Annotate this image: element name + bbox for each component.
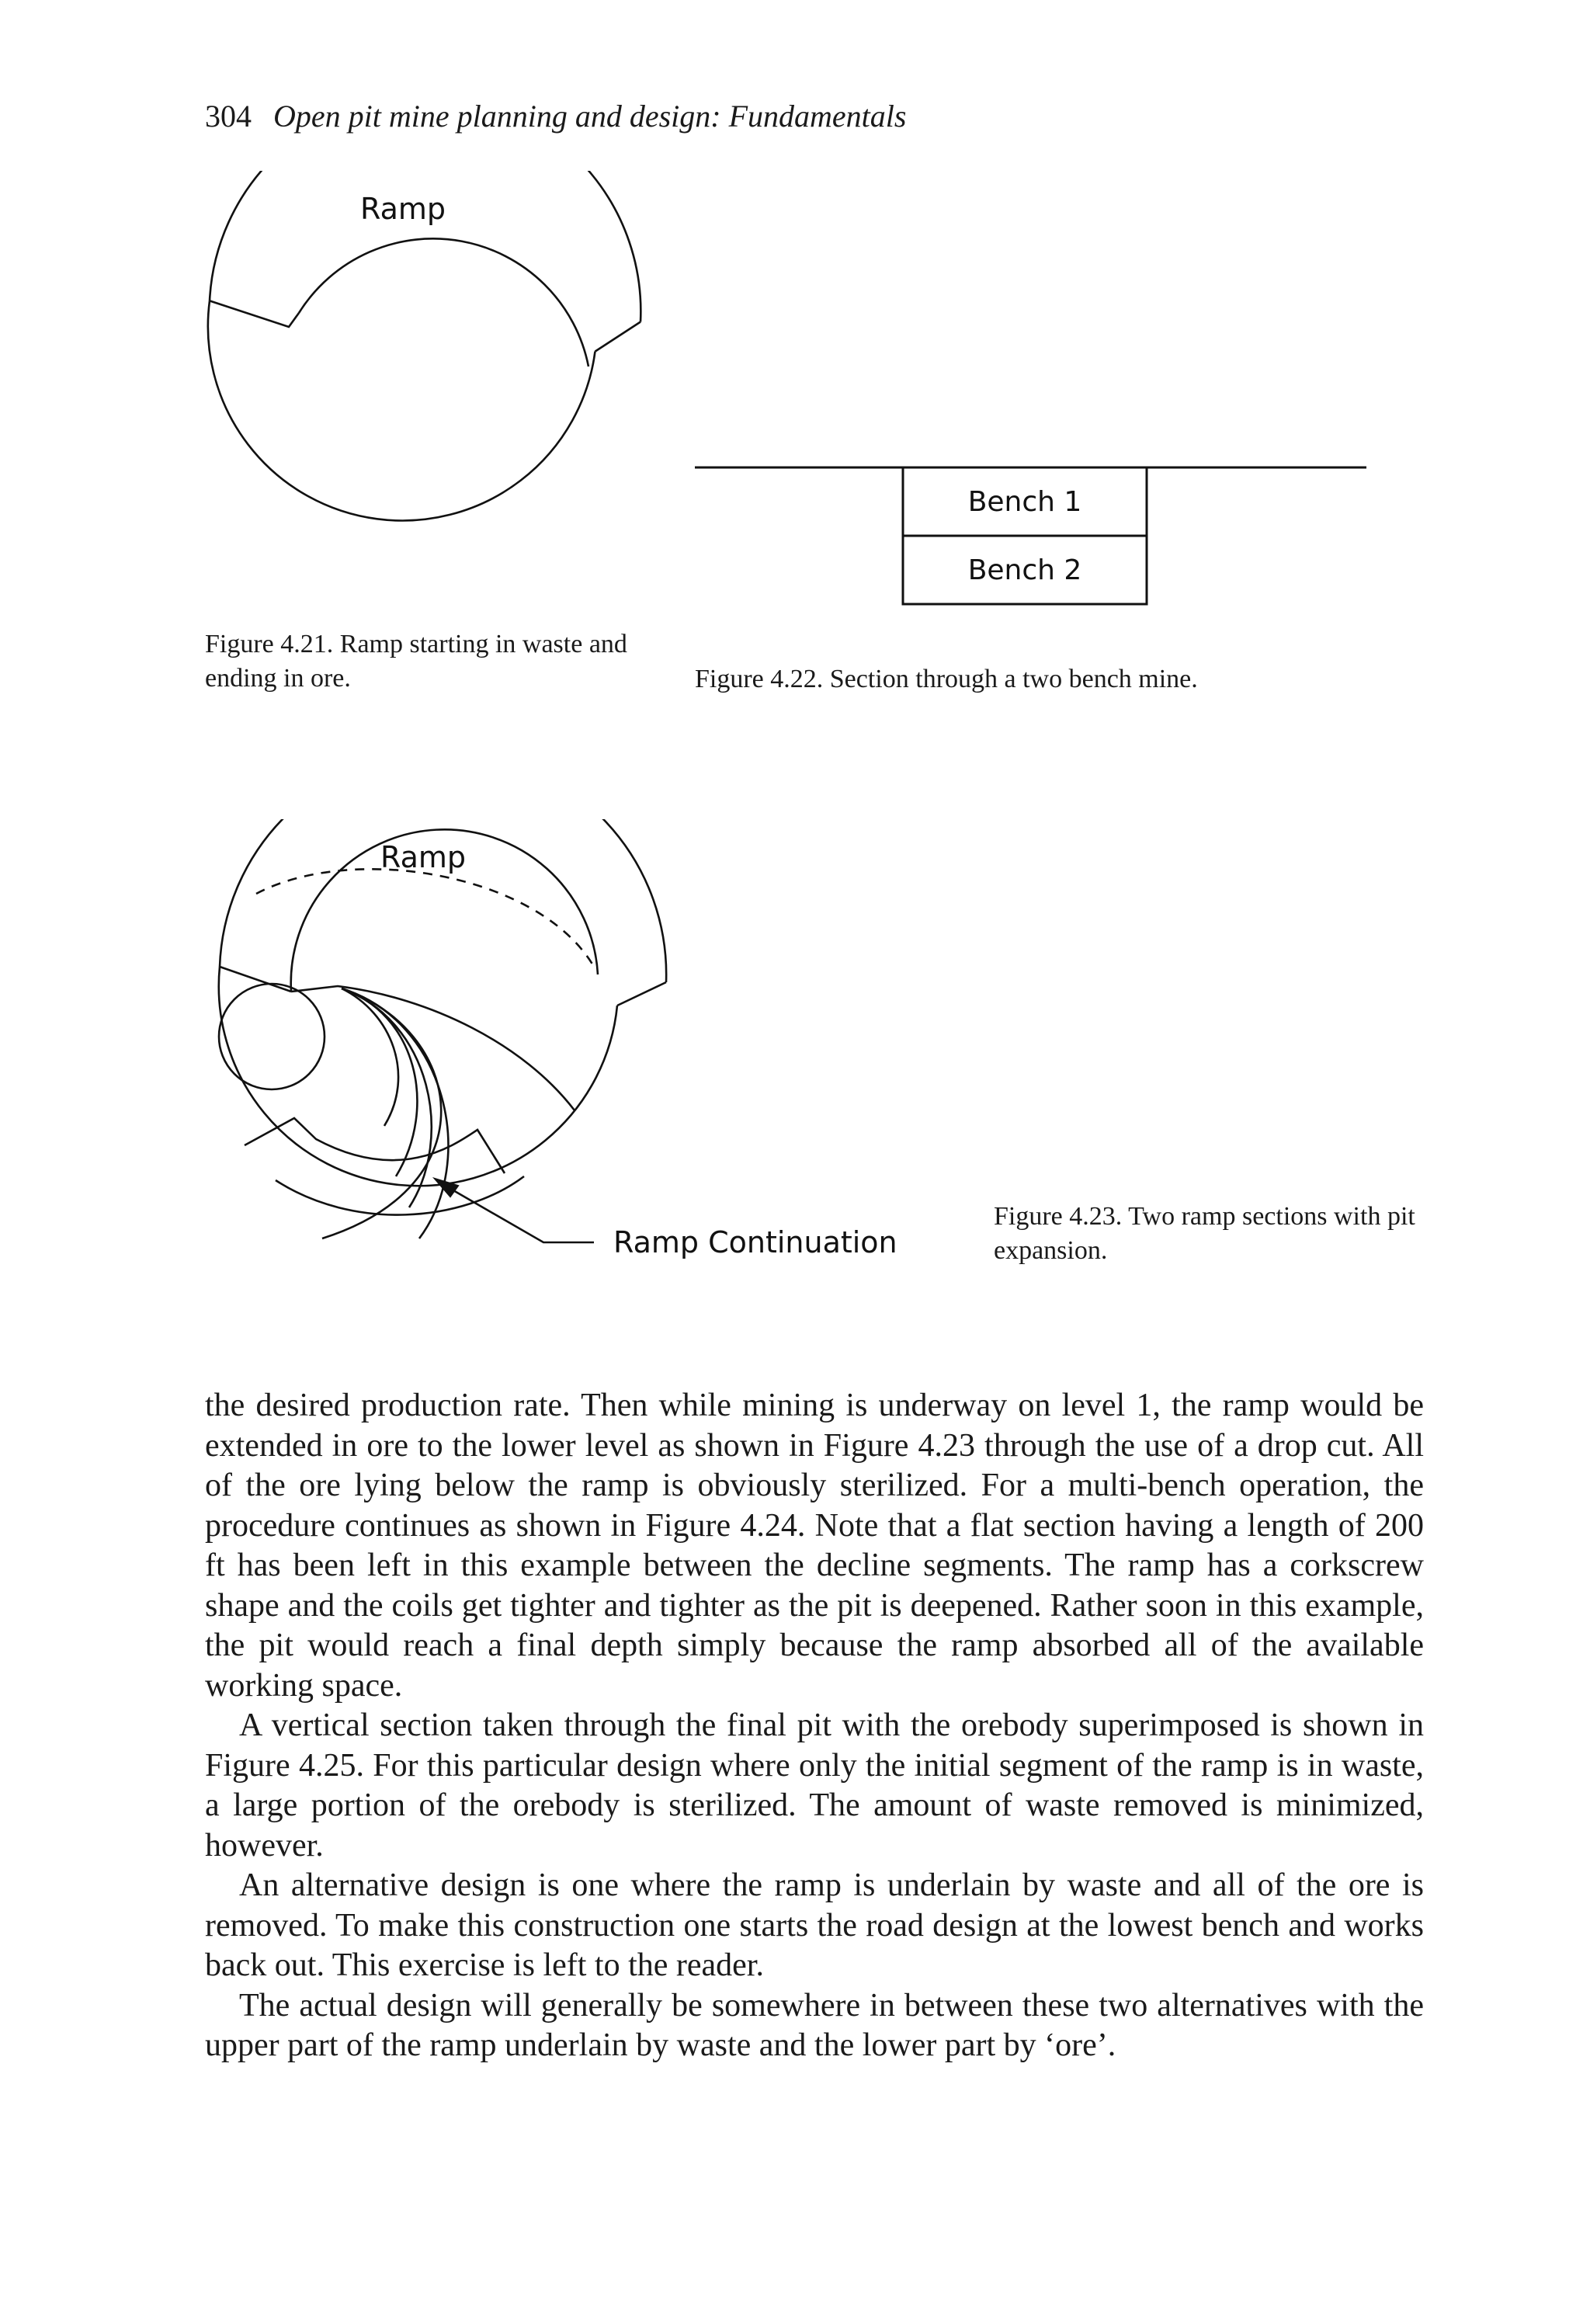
paragraph: the desired production rate. Then while mining is underway on level 1, the ramp would be extended in ore to the lower level as shown in Figure 4.23 through the use of a drop cut. All of the ore lying below the ramp is obviously sterilized. For a multi-bench operation, the procedure continues as shown in Figure 4.24. Note that a flat section having a length of 200 ft has been left in this example between the decline segments. The ramp has a corkscrew shape and the coils get tighter and tighter as the pit is deepened. Rather soon in this example, the pit would reach a final depth simply because the ramp absorbed all of the available working space. [205, 1388, 1424, 1704]
ramp-continuation-label: Ramp Continuation [613, 1225, 897, 1259]
expansion-curve-2 [342, 988, 417, 1176]
figure-4-22-caption: Figure 4.22. Section through a two bench mine. [695, 665, 1198, 693]
ramp-continuation-edge [291, 986, 575, 1110]
figure-4-21 [198, 171, 664, 590]
running-header: 304 Open pit mine planning and design: Fundamentals [205, 99, 907, 134]
pit-outline [208, 300, 595, 520]
inner-pit-circle [219, 984, 325, 1089]
pointer-arrow-line [443, 1184, 594, 1242]
ramp-label: Ramp [360, 192, 446, 226]
ramp-start-edge [220, 967, 291, 992]
ramp-label: Ramp [380, 840, 466, 874]
pit-expansion-edge [245, 1118, 505, 1173]
paragraph: An alternative design is one where the ramp is underlain by waste and all of the ore is removed. To make this construction one starts the road design at the lowest bench and works back out. This exercise is left to the reader. [205, 1867, 1424, 1983]
ramp-dashed-line [256, 869, 594, 967]
ramp-upper-edge [595, 322, 641, 352]
ramp-start-edge [210, 300, 299, 327]
figure-4-21-drawing [198, 171, 664, 590]
expansion-curve-1 [342, 988, 398, 1126]
paragraph: The actual design will generally be somewhere in between these two alternatives with the upper part of the ramp underlain by waste and the lower part by ‘ore’. [205, 1987, 1424, 2063]
figure-4-22-drawing [695, 458, 1378, 613]
ramp-inner-edge [299, 238, 588, 366]
pit-outline [219, 967, 617, 1186]
book-subtitle: Fundamentals [728, 99, 907, 134]
figure-4-21-caption: Figure 4.21. Ramp starting in waste and ending in ore. [205, 630, 627, 693]
bench-1-label: Bench 1 [967, 486, 1082, 518]
bench-2-label: Bench 2 [967, 554, 1082, 586]
figure-4-22 [695, 458, 1378, 613]
body-text [205, 1386, 1424, 2066]
page-number: 304 [205, 99, 252, 134]
expansion-curve-5 [322, 988, 441, 1238]
figure-4-23 [198, 819, 982, 1285]
book-title: Open pit mine planning and design [273, 99, 711, 134]
ramp-upper-edge [617, 982, 666, 1006]
pointer-arrowhead [435, 1179, 458, 1197]
paragraph: A vertical section taken through the final pit with the orebody superimposed is shown in Figure 4.25. For this particular design where only the initial segment of the ramp is in waste, a large portion of the orebody is sterilized. The amount of waste removed is minimized, however. [205, 1707, 1424, 1864]
figure-4-23-drawing [198, 819, 982, 1285]
figure-4-23-caption: Figure 4.23. Two ramp sections with pit expansion. [994, 1202, 1415, 1265]
